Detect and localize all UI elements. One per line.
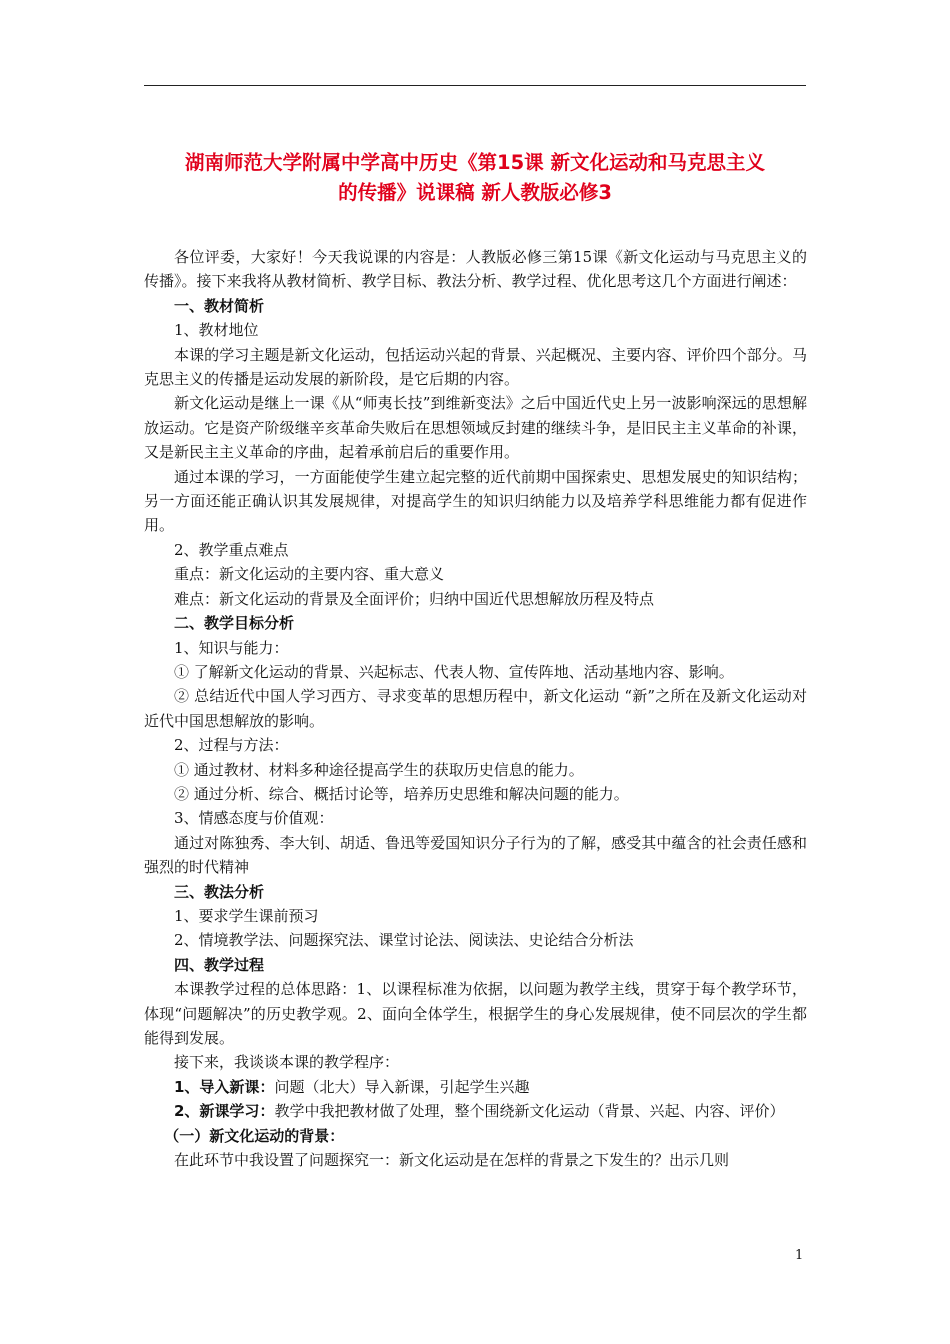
subheading-2-1: 1、知识与能力： <box>174 638 289 657</box>
subheading-2-3: 3、情感态度与价值观： <box>174 809 334 828</box>
difficult-points: 难点：新文化运动的背景及全面评价；归纳中国近代思想解放历程及特点 <box>174 589 655 608</box>
section-heading-1: 一、教材简析 <box>174 296 265 315</box>
paragraph-1-2: 新文化运动是继上一课《从“师夷长技”到维新变法》之后中国近代史上另一波影响深远的思想解放运动。它是资产阶级继辛亥革命失败后在思想领域反封建的继续斗争，是旧民主主义革命的补课，又是新民主主义革命的序曲，起着承前启后的重要作用。 <box>144 394 807 462</box>
document-body <box>144 245 807 1172</box>
process-paragraph-2: 接下来，我谈谈本课的教学程序： <box>174 1053 400 1072</box>
title-line-1: 湖南师范大学附属中学高中历史《第15课 新文化运动和马克思主义 <box>185 151 765 174</box>
process-item-1 <box>144 1075 807 1099</box>
process-item-1-text: 问题（北大）导入新课，引起学生兴趣 <box>274 1077 530 1096</box>
section-heading-3: 三、教法分析 <box>174 882 265 901</box>
key-points: 重点：新文化运动的主要内容、重大意义 <box>174 565 445 584</box>
method-2: 2、情境教学法、问题探究法、课堂讨论法、阅读法、史论结合分析法 <box>174 931 634 950</box>
subsection-heading-4-1: （一）新文化运动的背景： <box>164 1126 345 1145</box>
process-item-2 <box>144 1099 807 1123</box>
process-item-2-label: 2、新课学习： <box>174 1102 275 1121</box>
section-heading-4: 四、教学过程 <box>174 955 265 974</box>
goal-2-2-a: ① 通过教材、材料多种途径提高学生的获取历史信息的能力。 <box>174 760 584 779</box>
subheading-1-2: 2、教学重点难点 <box>174 540 289 559</box>
method-1: 1、要求学生课前预习 <box>174 906 319 925</box>
goal-2-1-b: ② 总结近代中国人学习西方、寻求变革的思想历程中，新文化运动 “新”之所在及新文化运动对近代中国思想解放的影响。 <box>144 687 807 730</box>
subheading-1-1: 1、教材地位 <box>174 321 259 340</box>
process-paragraph-1: 本课教学过程的总体思路：1、以课程标准为依据，以问题为教学主线，贯穿于每个教学环节，体现“问题解决”的历史教学观。2、面向全体学生，根据学生的身心发展规律，使不同层次的学生都能得到发展。 <box>144 980 807 1047</box>
goal-2-2-b: ② 通过分析、综合、概括讨论等，培养历史思维和解决问题的能力。 <box>174 784 629 803</box>
goal-2-1-a: ① 了解新文化运动的背景、兴起标志、代表人物、宣传阵地、活动基地内容、影响。 <box>174 662 734 681</box>
document-title <box>140 148 810 208</box>
process-paragraph-last: 在此环节中我设置了问题探究一：新文化运动是在怎样的背景之下发生的？出示几则 <box>174 1151 730 1170</box>
page-number: 1 <box>795 1248 804 1263</box>
process-item-1-label: 1、导入新课： <box>174 1077 275 1096</box>
section-heading-2: 二、教学目标分析 <box>174 614 295 633</box>
header-rule <box>144 85 806 86</box>
goal-2-3-a: 通过对陈独秀、李大钊、胡适、鲁迅等爱国知识分子行为的了解，感受其中蕴含的社会责任感和强烈的时代精神 <box>144 833 807 877</box>
process-item-2-text: 教学中我把教材做了处理，整个围绕新文化运动（背景、兴起、内容、评价） <box>274 1102 785 1121</box>
paragraph-1-3: 通过本课的学习，一方面能使学生建立起完整的近代前期中国探索史、思想发展史的知识结构；另一方面还能正确认识其发展规律，对提高学生的知识归纳能力以及培养学科思维能力都有促进作用。 <box>144 467 807 535</box>
paragraph-1-1: 本课的学习主题是新文化运动，包括运动兴起的背景、兴起概况、主要内容、评价四个部分。马克思主义的传播是运动发展的新阶段，是它后期的内容。 <box>144 345 807 389</box>
subheading-2-2: 2、过程与方法： <box>174 736 289 755</box>
title-line-2: 的传播》说课稿 新人教版必修3 <box>338 181 612 204</box>
intro-paragraph: 各位评委，大家好！今天我说课的内容是：人教版必修三第15课《新文化运动与马克思主义的传播》。接下来我将从教材简析、教学目标、教法分析、教学过程、优化思考这几个方面进行阐述： <box>144 248 807 291</box>
